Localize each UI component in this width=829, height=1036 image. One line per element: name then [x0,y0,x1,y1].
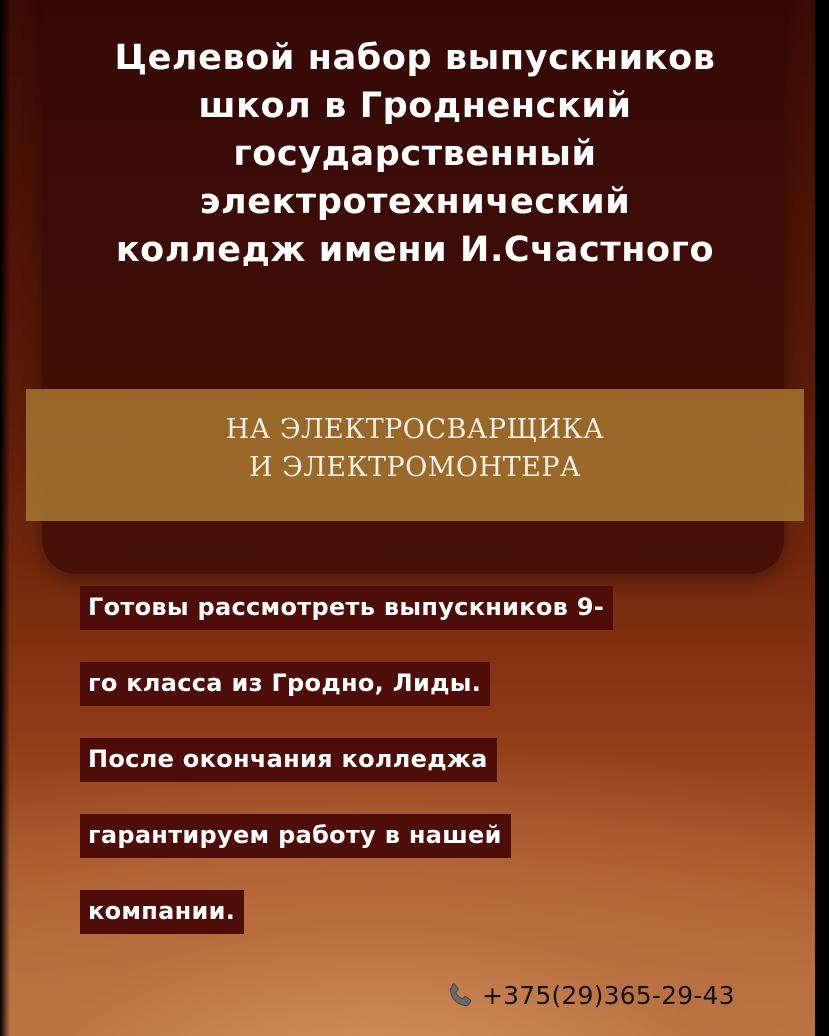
profession-text [26,411,804,487]
title-line: колледж имени И.Счастного [115,230,715,270]
offer-line [80,890,780,966]
phone-number: +375(29)365-29-43 [482,981,735,1010]
contact-phone[interactable] [440,976,735,1016]
offer-line [80,662,780,738]
offer-line-text: После окончания колледжа [80,738,497,782]
right-edge-border [815,0,829,1036]
offer-line [80,586,780,662]
offer-line-text: гарантируем работу в нашей [80,814,511,858]
poster-title [60,34,770,274]
offer-line [80,814,780,890]
phone-handset-icon [440,976,480,1016]
left-edge-shadow [0,0,10,1036]
offer-text-block [80,586,780,966]
title-line: государственный [233,134,597,174]
profession-line: И ЭЛЕКТРОМОНТЕРА [249,452,581,483]
title-line: электротехнический [199,182,631,222]
profession-line: НА ЭЛЕКТРОСВАРЩИКА [225,414,605,445]
title-line: школ в Гродненский [198,86,632,126]
offer-line-text: компании. [80,890,244,934]
offer-line-text: го класса из Гродно, Лиды. [80,662,490,706]
offer-line [80,738,780,814]
offer-line-text: Готовы рассмотреть выпускников 9- [80,586,613,630]
title-line: Целевой набор выпускников [114,38,716,78]
